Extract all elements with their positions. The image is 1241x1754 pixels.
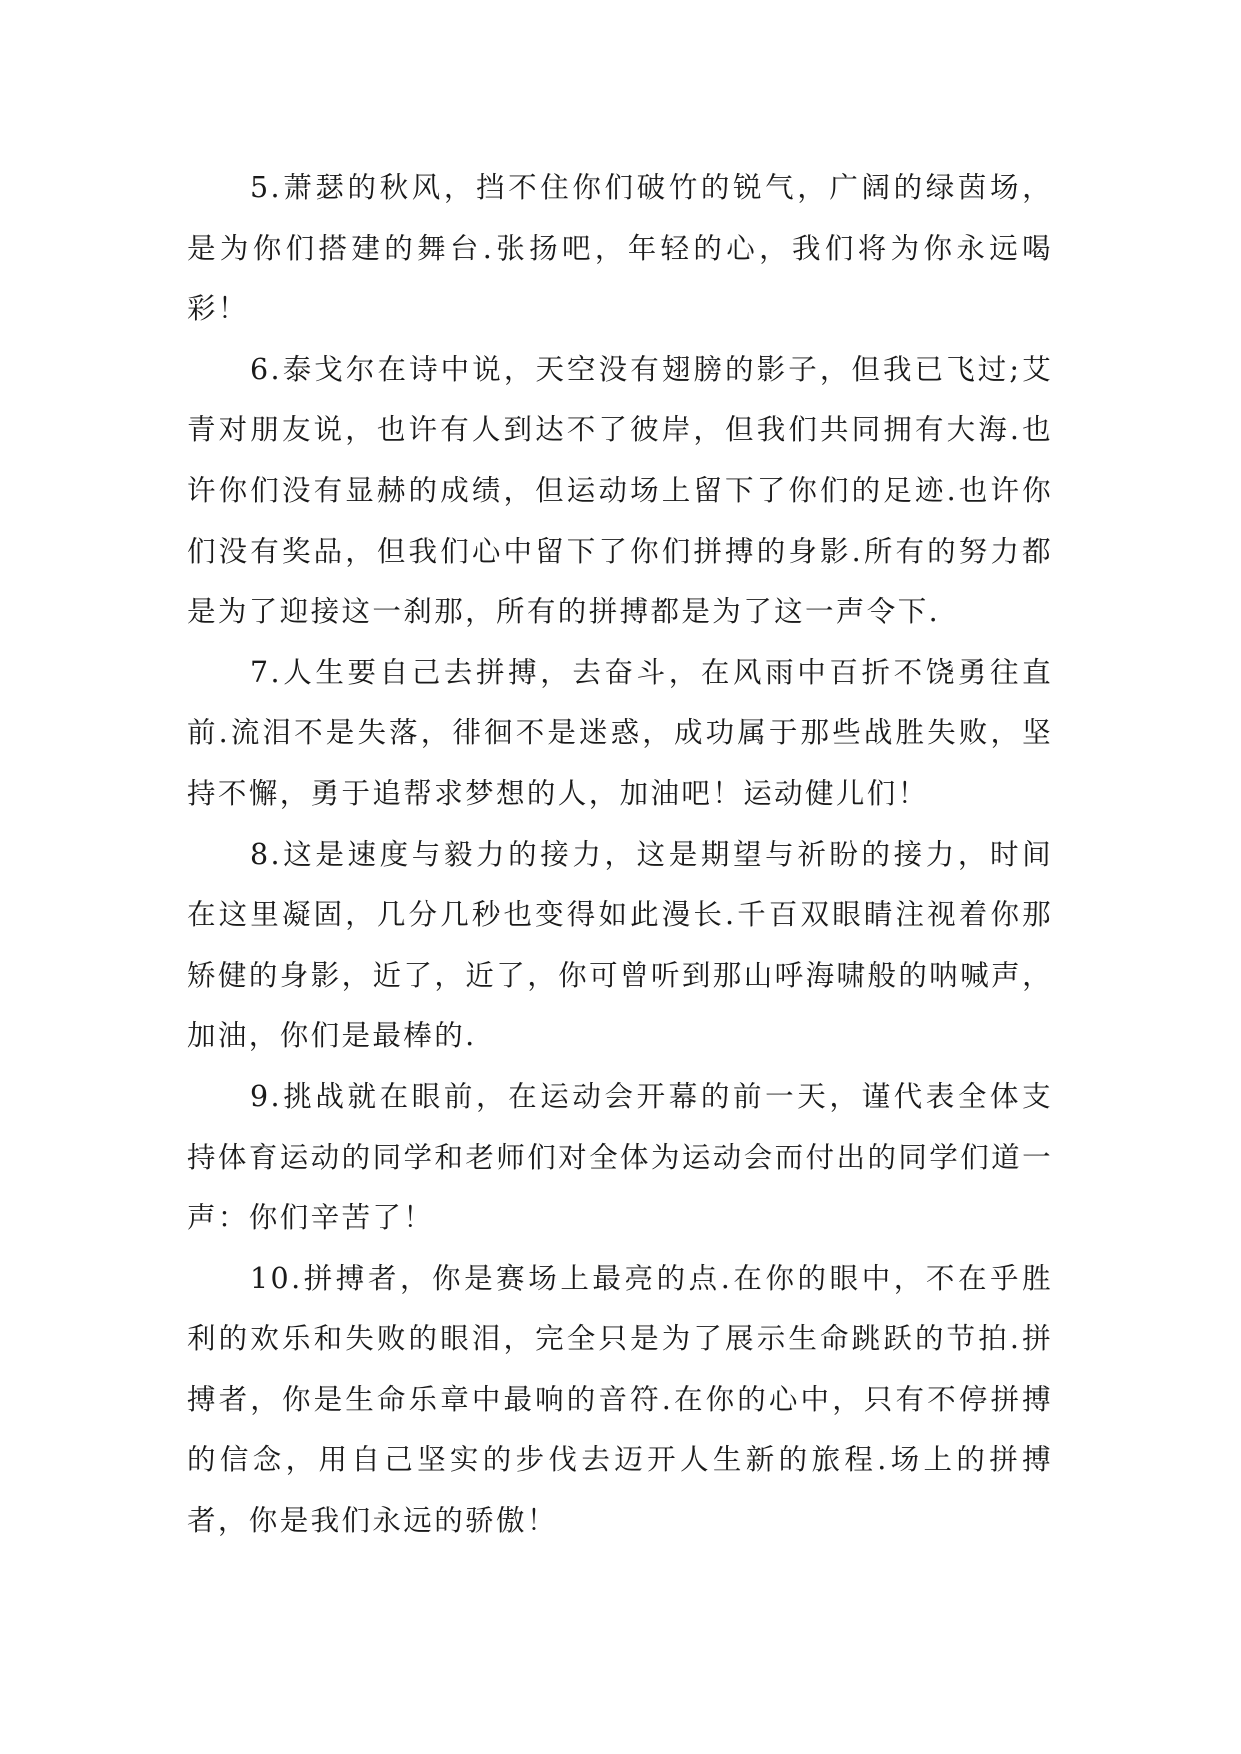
paragraph-8: 8.这是速度与毅力的接力，这是期望与祈盼的接力，时间在这里凝固，几分几秒也变得如此漫长.千百双眼睛注视着你那矫健的身影，近了，近了，你可曾听到那山呼海啸般的呐喊声，加油，你们是最棒的. [187, 837, 1053, 1053]
paragraph-10: 10.拼搏者，你是赛场上最亮的点.在你的眼中，不在乎胜利的欢乐和失败的眼泪，完全只是为了展示生命跳跃的节拍.拼搏者，你是生命乐章中最响的音符.在你的心中，只有不停拼搏的信念，用自己坚实的步伐去迈开人生新的旅程.场上的拼搏者，你是我们永远的骄傲！ [187, 1261, 1053, 1538]
document-body [187, 158, 1053, 1552]
paragraph-7: 7.人生要自己去拼搏，去奋斗，在风雨中百折不饶勇往直前.流泪不是失落，徘徊不是迷惑，成功属于那些战胜失败，坚持不懈，勇于追帮求梦想的人，加油吧！运动健儿们！ [187, 655, 1053, 810]
paragraph-5: 5.萧瑟的秋风，挡不住你们破竹的锐气，广阔的绿茵场，是为你们搭建的舞台.张扬吧，年轻的心，我们将为你永远喝彩！ [187, 171, 1053, 326]
paragraph-9: 9.挑战就在眼前，在运动会开幕的前一天，谨代表全体支持体育运动的同学和老师们对全体为运动会而付出的同学们道一声：你们辛苦了！ [187, 1079, 1053, 1235]
paragraph-6: 6.泰戈尔在诗中说，天空没有翅膀的影子，但我已飞过;艾青对朋友说，也许有人到达不了彼岸，但我们共同拥有大海.也许你们没有显赫的成绩，但运动场上留下了你们的足迹.也许你们没有奖品，但我们心中留下了你们拼搏的身影.所有的努力都是为了迎接这一刹那，所有的拼搏都是为了这一声令下. [187, 352, 1053, 629]
